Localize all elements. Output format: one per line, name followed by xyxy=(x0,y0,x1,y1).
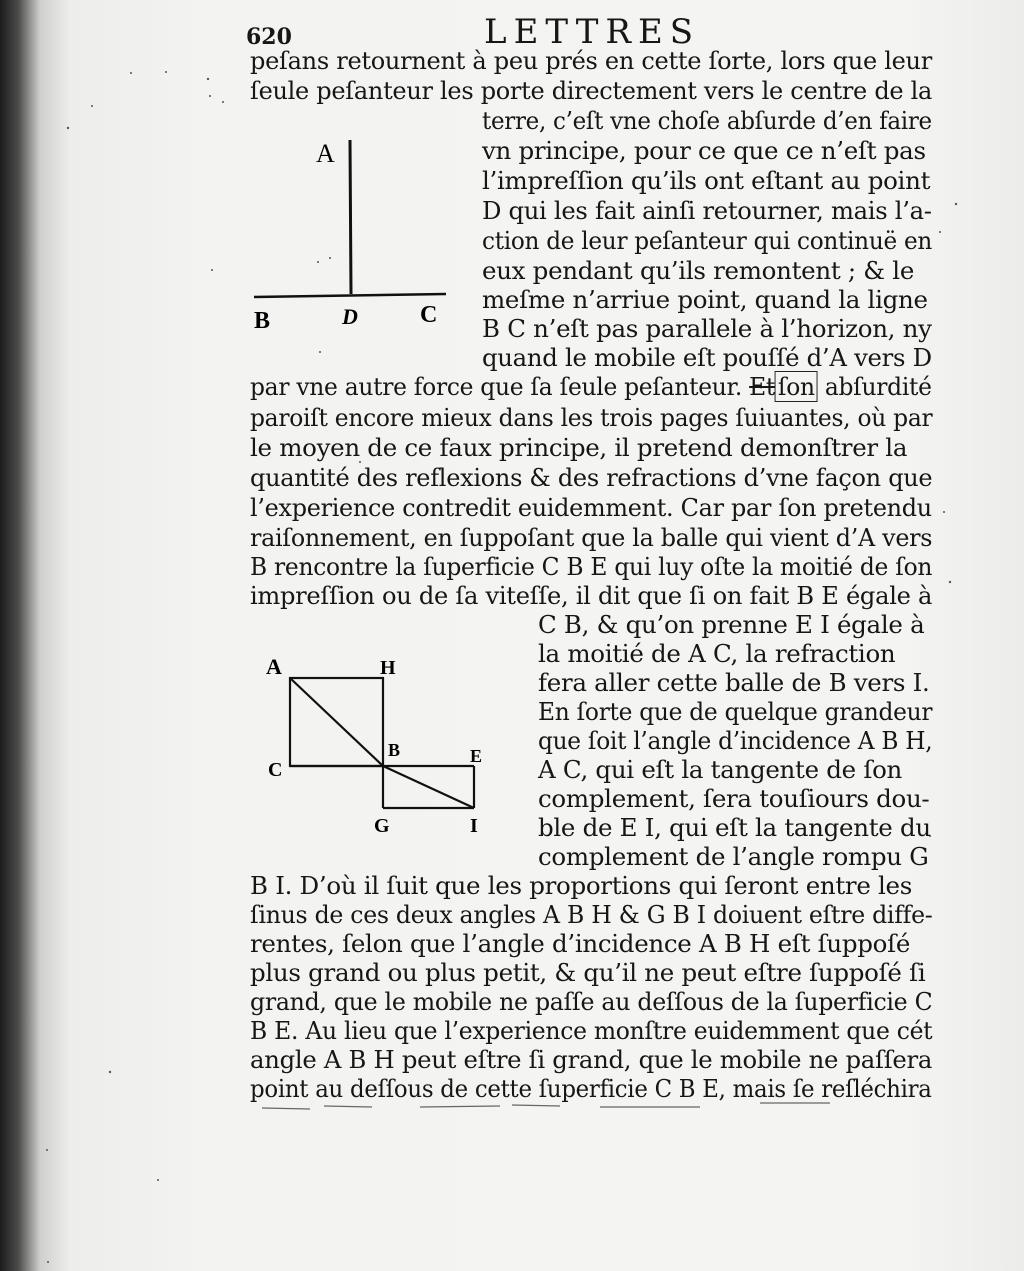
figure1-label-d: D xyxy=(342,304,358,329)
figure2-label-g: G xyxy=(374,815,390,837)
text-line: terre, c’eſt vne choſe abſurde d’en faire xyxy=(482,106,932,135)
text-line: que ſoit l’angle d’incidence A B H, xyxy=(538,726,933,755)
text-line: quand le mobile eſt pouſſé d’A vers D xyxy=(482,343,932,372)
text-line: peſans retournent à peu prés en cette ſorte, lors que leur xyxy=(250,46,932,75)
figure2-label-c: C xyxy=(268,759,283,781)
text-line: eux pendant qu’ils remontent ; & le xyxy=(482,256,915,285)
boxed-word: ſon xyxy=(775,371,818,402)
figure-plumb-line-drawing xyxy=(250,132,450,332)
figure1-label-c: C xyxy=(420,302,438,328)
text-line: plus grand ou plus petit, & qu’il ne peut eſtre ſuppoſé ſi xyxy=(250,958,926,987)
text-line: ſinus de ces deux angles A B H & G B I doiuent eſtre diffe- xyxy=(250,900,933,929)
text-line: le moyen de ce faux principe, il pretend demonſtrer la xyxy=(250,433,908,462)
text-line: l’impreſſion qu’ils ont eſtant au point xyxy=(482,166,931,195)
text-line: B I. D’où il ſuit que les proportions qui ſeront entre les xyxy=(250,871,913,900)
struck-word: Et xyxy=(749,372,776,401)
text-line: rentes, ſelon que l’angle d’incidence A B H eſt ſuppoſé xyxy=(250,929,911,958)
text-segment: abſurdité xyxy=(824,372,932,401)
figure2-label-a: A xyxy=(266,654,282,679)
text-line: D qui les fait ainſi retourner, mais l’a- xyxy=(482,196,932,225)
figure1-label-b: B xyxy=(254,308,271,332)
text-line: vn principe, pour ce que ce n’eſt pas xyxy=(482,136,926,165)
text-line: C B, & qu’on prenne E I égale à xyxy=(538,610,925,639)
figure-refraction xyxy=(262,650,502,840)
page-number: 620 xyxy=(246,24,292,50)
text-line: paroiſt encore mieux dans les trois pages ſuiuantes, où par xyxy=(250,403,933,432)
text-line: B E. Au lieu que l’experience monſtre euidemment que cét xyxy=(250,1016,933,1045)
text-line-edited xyxy=(250,372,932,401)
text-line: complement de l’angle rompu G xyxy=(538,842,929,871)
text-line: complement, ſera touſiours dou- xyxy=(538,784,930,813)
figure1-label-a: A xyxy=(316,139,335,168)
text-line: B C n’eſt pas parallele à l’horizon, ny xyxy=(482,314,932,343)
text-line: quantité des reflexions & des refractions d’vne façon que xyxy=(250,463,933,492)
text-line: la moitié de A C, la refraction xyxy=(538,639,896,668)
text-line: ſeule peſanteur les porte directement vers le centre de la xyxy=(250,76,933,105)
figure2-label-i: I xyxy=(470,815,478,837)
text-line: impreſſion ou de ſa viteſſe, il dit que ſi on fait B E égale à xyxy=(250,581,933,610)
text-line: raiſonnement, en ſuppoſant que la balle qui vient d’A vers xyxy=(250,523,933,552)
text-line: angle A B H peut eſtre ſi grand, que le mobile ne paſſera xyxy=(250,1045,933,1074)
text-segment: par vne autre force que ſa ſeule peſanteur. xyxy=(250,372,742,401)
text-line: En ſorte que de quelque grandeur xyxy=(538,697,933,726)
text-line: grand, que le mobile ne paſſe au deſſous de la ſuperficie C xyxy=(250,987,933,1016)
text-line: point au deſſous de cette ſuperficie C B E, mais ſe reſléchira xyxy=(250,1074,932,1103)
figure-plumb-line xyxy=(250,132,450,332)
text-line: ction de leur peſanteur qui continuë en xyxy=(482,226,933,255)
text-line: B rencontre la ſuperficie C B E qui luy oſte la moitié de ſon xyxy=(250,552,933,581)
text-line: l’experience contredit euidemment. Car par ſon pretendu xyxy=(250,493,932,522)
text-line: ble de E I, qui eſt la tangente du xyxy=(538,813,931,842)
page-header xyxy=(246,10,936,50)
figure-refraction-drawing xyxy=(262,650,502,840)
figure2-label-b: B xyxy=(388,740,401,760)
text-line: meſme n’arriue point, quand la ligne xyxy=(482,285,928,314)
text-line: fera aller cette balle de B vers I. xyxy=(538,668,930,697)
running-head: LETTRES xyxy=(484,12,701,52)
figure2-label-h: H xyxy=(380,657,396,679)
figure2-label-e: E xyxy=(470,746,483,766)
text-line: A C, qui eſt la tangente de ſon xyxy=(538,755,903,784)
